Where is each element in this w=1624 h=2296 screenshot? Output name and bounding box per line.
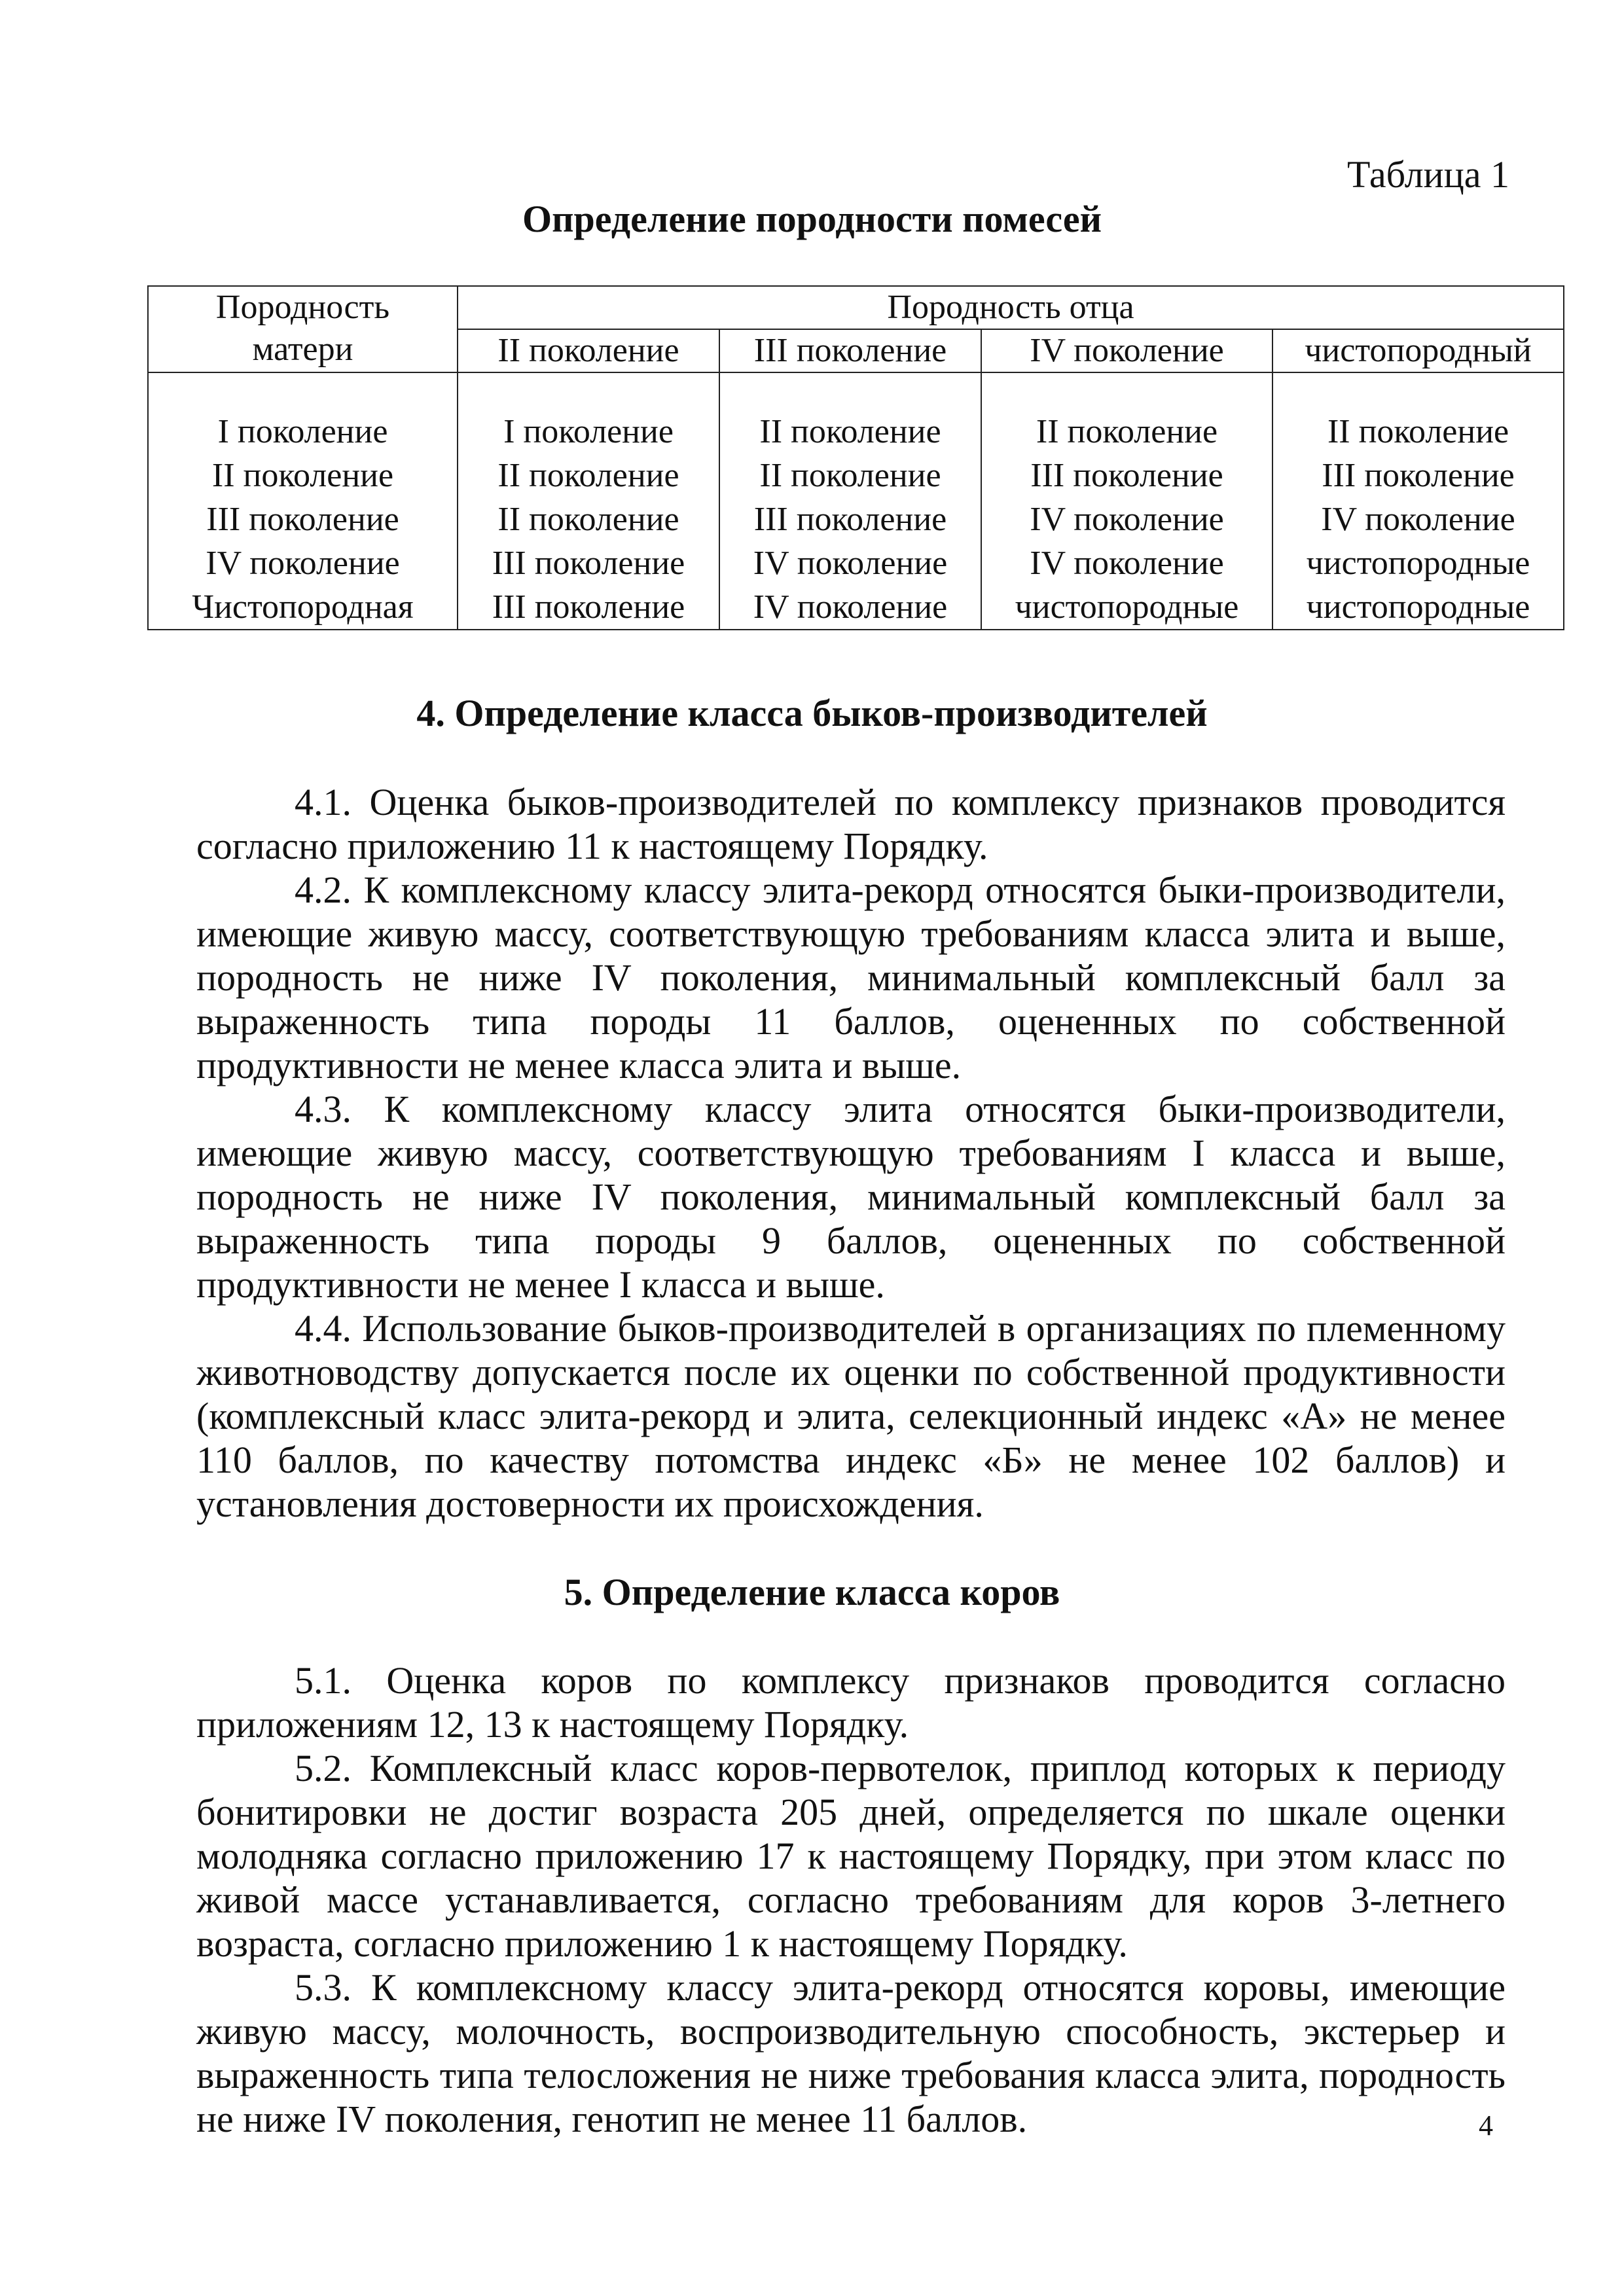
table-cell: II поколение — [759, 413, 941, 450]
paragraph-4-2: 4.2. К комплексному классу элита-рекорд относятся быки-производители, имеющие живую массу, соответствующую требованиям класса элита и выше, породность не ниже IV поколения, минимальный комплексный балл за выраженность типа породы 11 баллов, оцененных по собственной продуктивности не менее класса элита и выше. — [196, 869, 1506, 1086]
section-4-heading: 4. Определение класса быков-производителей — [416, 692, 1208, 734]
table-cell: II поколение — [1036, 413, 1218, 450]
page-number: 4 — [1479, 2109, 1493, 2142]
table-cell: II поколение — [1327, 413, 1509, 450]
column-header: III поколение — [719, 329, 981, 372]
mother-purity-column — [148, 372, 458, 630]
column-header: IV поколение — [981, 329, 1272, 372]
table-cell: II поколение — [497, 457, 679, 494]
table-cell: III поколение — [1030, 457, 1223, 494]
table-cell: III поколение — [492, 588, 685, 626]
paragraph-4-1: 4.1. Оценка быков-производителей по комплексу признаков проводится согласно приложению 11 к настоящему Порядку. — [196, 781, 1506, 867]
result-column-father-ii — [458, 372, 719, 630]
corner-header-line1: Породность — [215, 289, 390, 326]
breed-purity-table — [147, 285, 1564, 630]
table-cell: IV поколение — [206, 545, 400, 582]
table-cell: II поколение — [497, 501, 679, 538]
paragraph-4-4: 4.4. Использование быков-производителей в организациях по племенному животноводству допускается после их оценки по собственной продуктивности (комплексный класс элита-рекорд и элита, селекционный индекс «А» не менее 110 баллов, по качеству потомства индекс «Б» не менее 102 баллов) и установления достоверности их происхождения. — [196, 1307, 1506, 1525]
column-header: чистопородный — [1272, 329, 1564, 372]
result-column-father-iv — [981, 372, 1272, 630]
table-cell: I поколение — [503, 413, 674, 450]
paragraph-5-3: 5.3. К комплексному классу элита-рекорд относятся коровы, имеющие живую массу, молочность, воспроизводительную способность, экстерьер и выраженность типа телосложения не ниже требования класса элита, породность не ниже IV поколения, генотип не менее 11 баллов. — [196, 1966, 1506, 2140]
corner-header-line2: матери — [252, 331, 353, 368]
table-cell: IV поколение — [1321, 501, 1515, 538]
table-title: Определение породности помесей — [522, 198, 1102, 240]
paragraph-5-1: 5.1. Оценка коров по комплексу признаков проводится согласно приложениям 12, 13 к настоящему Порядку. — [196, 1659, 1506, 1746]
section-5-heading: 5. Определение класса коров — [564, 1571, 1060, 1613]
table-cell: IV поколение — [753, 545, 948, 582]
table-cell: IV поколение — [1030, 545, 1224, 582]
table-cell: чистопородные — [1306, 545, 1530, 582]
table-corner-header — [148, 286, 458, 372]
table-cell: III поколение — [206, 501, 399, 538]
table-cell: III поколение — [753, 501, 947, 538]
table-cell: IV поколение — [753, 588, 948, 626]
table-cell: IV поколение — [1030, 501, 1224, 538]
table-cell: II поколение — [211, 457, 394, 494]
father-purity-header: Породность отца — [458, 286, 1564, 329]
table-number-label: Таблица 1 — [1346, 153, 1509, 196]
result-column-father-purebred — [1272, 372, 1564, 630]
table-cell: II поколение — [759, 457, 941, 494]
paragraph-5-2: 5.2. Комплексный класс коров-первотелок, приплод которых к периоду бонитировки не достиг возраста 205 дней, определяется по шкале оценки молодняка согласно приложению 17 к настоящему Порядку, при этом класс по живой массе устанавливается, согласно требованиям для коров 3-летнего возраста, согласно приложению 1 к настоящему Порядку. — [196, 1747, 1506, 1965]
table-cell: III поколение — [492, 545, 685, 582]
table-cell: III поколение — [1322, 457, 1515, 494]
column-header: II поколение — [458, 329, 719, 372]
paragraph-4-3: 4.3. К комплексному классу элита относятся быки-производители, имеющие живую массу, соответствующую требованиям I класса и выше, породность не ниже IV поколения, минимальный комплексный балл за выраженность типа породы 9 баллов, оцененных по собственной продуктивности не менее I класса и выше. — [196, 1088, 1506, 1306]
table-cell: Чистопородная — [192, 588, 414, 626]
result-column-father-iii — [719, 372, 981, 630]
table-cell: I поколение — [217, 413, 388, 450]
table-cell: чистопородные — [1306, 588, 1530, 626]
table-cell: чистопородные — [1015, 588, 1239, 626]
